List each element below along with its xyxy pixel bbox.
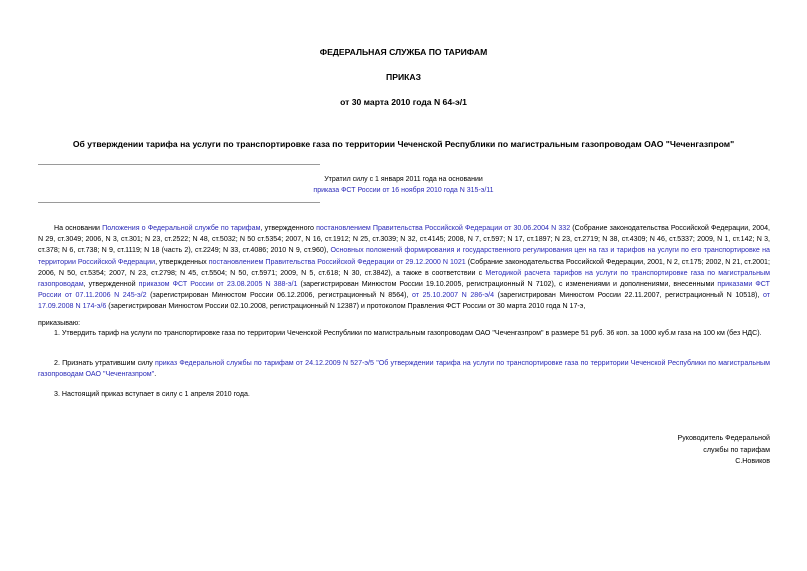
link-gas-price-provisions[interactable]: Основных положений формирования и государственного регулирования цен на газ и тарифов на услуги по его транспортировке на территории Российской Федерации <box>38 246 770 266</box>
preamble-paragraph <box>38 223 770 313</box>
bottom-divider <box>38 202 320 203</box>
top-divider <box>38 164 320 165</box>
link-fst-order-527[interactable]: приказ Федеральной службы по тарифам от 24.12.2009 N 527-э/5 "Об утверждении тарифа на услуги по транспортировке газа по территории Чеченской Республики по магистральным газопроводам ОАО "Чеченгазпром" <box>38 359 770 379</box>
agency-heading: ФЕДЕРАЛЬНАЯ СЛУЖБА ПО ТАРИФАМ <box>319 47 488 57</box>
preamble-text: На основании <box>54 224 103 232</box>
preamble-text: (зарегистрирован Минюстом России 19.10.2005, регистрационный N 7102), с изменениями и дополнениями, внесенными <box>297 280 718 289</box>
item-2-end: . <box>154 370 157 379</box>
validity-link[interactable]: приказа ФСТ России от 16 ноября 2010 года N 315-э/11 <box>313 187 494 194</box>
validity-link-row <box>0 187 807 194</box>
document-title: Об утверждении тарифа на услуги по транспортировке газа по территории Чеченской Республики по магистральным газопроводам ОАО "Чеченгазпром" <box>72 139 735 149</box>
item-3-paragraph: 3. Настоящий приказ вступает в силу с 1 апреля 2010 года. <box>54 390 250 398</box>
preamble-text: (Собрание законодательства Российской Федерации, 2001, N 2, ст.175; 2002, N 21, ст.2001; 2006, N 50, ст.5354; 2007, N 23, ст.2798; N 45, ст.5504; N 50, ст.5971; 2009, N 5, ст.618; N 30, ст.3842), а также в соответствии с <box>38 257 770 277</box>
validity-note: Утратил силу с 1 января 2011 года на основании <box>324 176 483 183</box>
signature-name: С.Новиков <box>735 457 770 465</box>
preamble-text: (Собрание законодательства Российской Федерации, 2004, N 29, ст.3049; 2006, N 3, ст.301; N 23, ст.2522; N 48, ст.5032; N 50 ст.5354; 2007, N 16, ст.1912; N 25, ст.3039; N 32, ст.4145; 2008, N 7, ст.597; N 17, ст.1897; N 23, ст.2719; N 38, ст.4309; N 46, ст.5337; 2009, N 1, ст.142; N 3, ст.378; N 6, ст.738; N 9, ст.1119; N 18 (часть 2), ст.2249; N 33, ст.4086; 2010 N 9, ст.960), <box>38 224 770 255</box>
link-government-decree-1021[interactable]: постановлением Правительства Российской Федерации от 29.12.2000 N 1021 <box>208 257 466 266</box>
order-word: приказываю: <box>38 319 81 327</box>
link-tariff-methodology[interactable]: Методикой расчета тарифов на услуги по транспортировке газа по магистральным газопроводам <box>38 268 770 289</box>
link-government-decree-332[interactable]: постановлением Правительства Российской Федерации от 30.06.2004 N 332 <box>316 224 571 232</box>
item-2-text: 2. Признать утратившим силу <box>54 359 155 367</box>
doc-type-heading: ПРИКАЗ <box>386 72 421 82</box>
preamble-text: (зарегистрирован Минюстом России 06.12.2006, регистрационный N 8564), <box>146 291 412 300</box>
link-fst-order-388[interactable]: приказом ФСТ России от 23.08.2005 N 388-э/1 <box>138 280 298 289</box>
link-fst-regulation[interactable]: Положения о Федеральной службе по тарифам <box>102 224 261 232</box>
signature-position-line2: службы по тарифам <box>703 445 770 454</box>
preamble-text: , утвержденного <box>260 224 317 232</box>
link-fst-order-245[interactable]: приказами ФСТ России от 07.11.2006 N 245-э/2 <box>38 280 770 300</box>
item-2-paragraph <box>38 358 770 380</box>
link-fst-order-174[interactable]: от 17.09.2008 N 174-э/6 <box>38 291 770 311</box>
preamble-text: (зарегистрирован Минюстом России 02.10.2008, регистрационный N 12387) и протоколом Правления ФСТ России от 30 марта 2010 года N 17-э, <box>106 302 586 311</box>
date-number-heading: от 30 марта 2010 года N 64-э/1 <box>340 97 467 107</box>
signature-position-line1: Руководитель Федеральной <box>677 434 770 442</box>
preamble-text: , утвержденной <box>83 280 139 289</box>
link-fst-order-286[interactable]: от 25.10.2007 N 286-э/4 <box>411 291 495 300</box>
preamble-text: (зарегистрирован Минюстом России 22.11.2007, регистрационный N 10518), <box>494 291 763 300</box>
preamble-text: , утвержденных <box>155 257 209 266</box>
signature-block <box>678 433 771 468</box>
item-1-paragraph: 1. Утвердить тариф на услуги по транспортировке газа по территории Чеченской Республики по магистральным газопроводам ОАО "Чеченгазпром" в размере 51 руб. 36 коп. за 1000 куб.м газа на 100 км (без НДС). <box>54 329 762 337</box>
